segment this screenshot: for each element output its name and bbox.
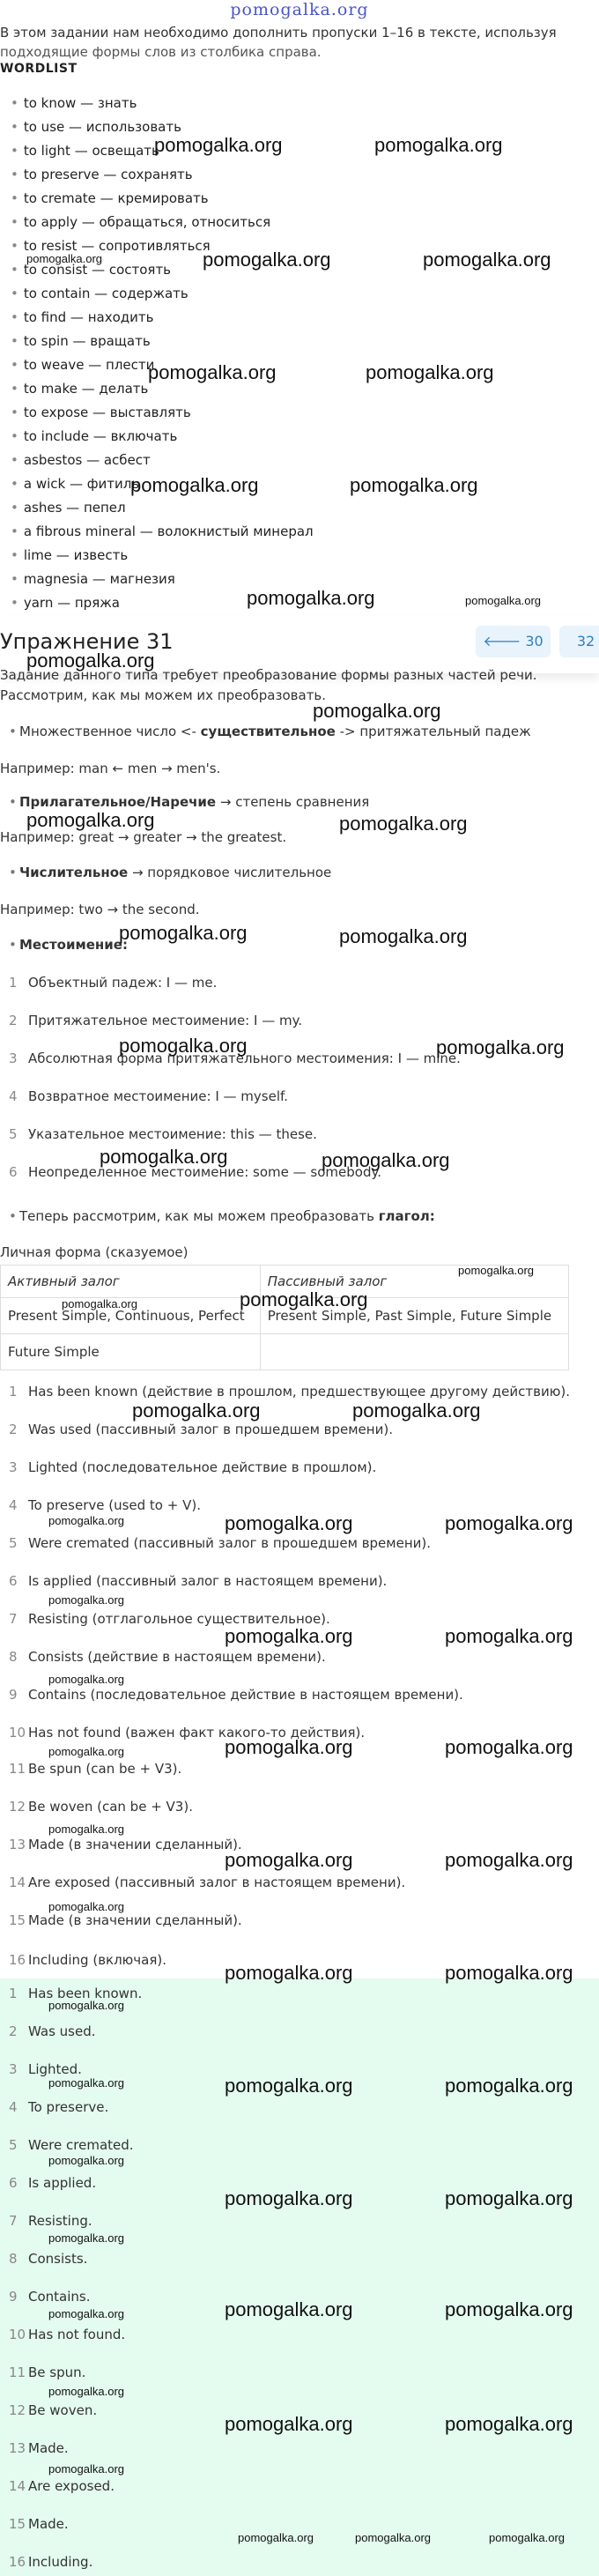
rule-noun: [19, 723, 531, 740]
explanation-item: Including (включая).: [28, 1952, 167, 1968]
answer-item: Contains.: [28, 2289, 91, 2305]
watermark: pomogalka.org: [225, 1625, 353, 1647]
watermark: pomogalka.org: [445, 1512, 573, 1534]
wordlist-item: • to expose — выставлять: [11, 403, 314, 427]
intro-text: [0, 23, 581, 62]
explanation-item: To preserve (used to + V).: [28, 1497, 201, 1513]
wordlist-item: • to spin — вращать: [11, 331, 314, 355]
watermark: pomogalka.org: [48, 1900, 124, 1913]
example-numeral: Например: two → the second.: [0, 902, 200, 917]
explanation-p1: Задание данного типа требует преобразование формы разных частей речи.: [0, 667, 537, 683]
wordlist-item: • a fibrous mineral — волокнистый минерал: [11, 522, 314, 546]
watermark: pomogalka.org: [130, 474, 259, 496]
answer-item: Has not found.: [28, 2327, 126, 2342]
watermark: pomogalka.org: [240, 1288, 368, 1310]
watermark: pomogalka.org: [465, 594, 541, 607]
intro-line-1: В этом задании нам необходимо дополнить пропуски 1–16 в тексте, используя: [0, 25, 557, 41]
answer-item: Is applied.: [28, 2175, 97, 2191]
explanation-number: 14: [9, 1874, 26, 1890]
pronoun-number: 1: [9, 975, 18, 991]
watermark: pomogalka.org: [445, 1736, 573, 1758]
prev-exercise-button[interactable]: [476, 626, 551, 657]
watermark: pomogalka.org: [436, 1036, 565, 1058]
wordlist-item: • to light — освещать: [11, 141, 314, 165]
rule-numeral-bold: Числительное: [19, 865, 129, 880]
explanation-number: 15: [9, 1912, 26, 1928]
wordlist-item: • asbestos — асбест: [11, 450, 314, 474]
wordlist-item: • to make — делать: [11, 379, 314, 403]
watermark: pomogalka.org: [238, 2531, 314, 2544]
watermark: pomogalka.org: [48, 2385, 124, 2398]
rule-pronoun: [19, 936, 128, 954]
watermark: pomogalka.org: [225, 1849, 353, 1871]
answer-item: Are exposed.: [28, 2478, 115, 2494]
watermark: pomogalka.org: [48, 1745, 124, 1758]
rule-adjective-post: → степень сравнения: [216, 794, 370, 810]
wordlist-item: • ashes — пепел: [11, 498, 314, 522]
watermark: pomogalka.org: [374, 134, 503, 156]
wordlist-item: • to find — находить: [11, 308, 314, 331]
watermark: pomogalka.org: [62, 1297, 137, 1310]
explanation-item: Made (в значении сделанный).: [28, 1837, 242, 1852]
watermark: pomogalka.org: [225, 2075, 353, 2097]
table-cell: Present Simple, Past Simple, Future Simple: [260, 1298, 568, 1334]
watermark: pomogalka.org: [100, 1146, 228, 1168]
explanation-number: 4: [9, 1497, 18, 1513]
watermark: pomogalka.org: [445, 1962, 573, 1984]
watermark: pomogalka.org: [313, 700, 441, 722]
pronoun-number: 5: [9, 1126, 18, 1142]
explanation-item: Be woven (can be + V3).: [28, 1799, 193, 1815]
rule-verb-bold: глагол:: [378, 1208, 435, 1224]
answer-number: 13: [9, 2440, 26, 2456]
exercise-title: Упражнение 31: [0, 629, 174, 654]
wordlist-item: • to weave — плести: [11, 355, 314, 379]
answer-number: 7: [9, 2213, 18, 2229]
voice-table: [0, 1265, 569, 1370]
wordlist-item: • to apply — обращаться, относиться: [11, 212, 314, 236]
table-cell: Present Simple, Continuous, Perfect: [1, 1298, 261, 1334]
watermark: pomogalka.org: [247, 587, 375, 609]
next-exercise-label: 32: [576, 633, 595, 650]
explanation-item: Lighted (последовательное действие в прошлом).: [28, 1459, 377, 1475]
answer-item: Made.: [28, 2516, 69, 2532]
watermark: pomogalka.org: [322, 1149, 450, 1171]
answer-number: 6: [9, 2175, 18, 2191]
explanation-number: 8: [9, 1649, 18, 1665]
answer-number: 2: [9, 2023, 18, 2039]
watermark: pomogalka.org: [445, 2298, 573, 2320]
answer-number: 8: [9, 2251, 18, 2267]
pronoun-item: Указательное местоимение: this — these.: [28, 1126, 317, 1142]
watermark: pomogalka.org: [445, 2413, 573, 2435]
explanation-number: 1: [9, 1384, 18, 1399]
wordlist-item: • to cremate — кремировать: [11, 189, 314, 212]
pronoun-item: Возвратное местоимение: I — myself.: [28, 1088, 288, 1104]
answer-number: 16: [9, 2554, 26, 2570]
watermark: pomogalka.org: [445, 1625, 573, 1647]
explanation-item: Has been known (действие в прошлом, предшествующее другому действию).: [28, 1384, 570, 1399]
answer-item: Resisting.: [28, 2213, 92, 2229]
wordlist-item: • yarn — пряжа: [11, 593, 314, 617]
pronoun-item: Абсолютная форма притяжательного местоимения: I — mine.: [28, 1050, 461, 1066]
explanation-item: Is applied (пассивный залог в настоящем времени).: [28, 1573, 388, 1589]
watermark: pomogalka.org: [445, 1849, 573, 1871]
pronoun-item: Объектный падеж: I — me.: [28, 975, 218, 991]
watermark: pomogalka.org: [48, 1593, 124, 1607]
rule-verb-pre: Теперь рассмотрим, как мы можем преобразовать: [19, 1208, 379, 1224]
explanation-number: 16: [9, 1952, 26, 1968]
watermark: pomogalka.org: [366, 361, 494, 383]
wordlist-item: • to resist — сопротивляться: [11, 236, 314, 260]
watermark: pomogalka.org: [119, 922, 248, 944]
answer-number: 11: [9, 2364, 26, 2380]
watermark: pomogalka.org: [423, 249, 551, 271]
explanation-item: Contains (последовательное действие в настоящем времени).: [28, 1687, 463, 1703]
explanation-item: Are exposed (пассивный залог в настоящем времени).: [28, 1874, 406, 1890]
watermark: pomogalka.org: [48, 2307, 124, 2320]
example-noun: Например: man ← men → men's.: [0, 761, 221, 776]
answer-number: 1: [9, 1986, 18, 2001]
watermark: pomogalka.org: [48, 2076, 124, 2090]
pronoun-number: 3: [9, 1050, 18, 1066]
explanation-p2: Рассмотрим, как мы можем их преобразовать.: [0, 687, 327, 703]
watermark: pomogalka.org: [225, 2298, 353, 2320]
watermark: pomogalka.org: [225, 1962, 353, 1984]
answer-item: Made.: [28, 2440, 69, 2456]
explanation-number: 6: [9, 1573, 18, 1589]
explanation-number: 13: [9, 1837, 26, 1852]
watermark: pomogalka.org: [225, 2413, 353, 2435]
watermark: pomogalka.org: [154, 134, 283, 156]
explanation-item: Made (в значении сделанный).: [28, 1912, 242, 1928]
table-header-passive: Пассивный залог: [260, 1266, 568, 1298]
watermark: pomogalka.org: [48, 2154, 124, 2167]
answer-item: Lighted.: [28, 2061, 82, 2077]
watermark: pomogalka.org: [48, 1673, 124, 1686]
wordlist-item: • magnesia — магнезия: [11, 569, 314, 593]
answer-item: Has been known.: [28, 1986, 143, 2001]
answer-number: 9: [9, 2289, 18, 2305]
answer-number: 3: [9, 2061, 18, 2077]
prev-exercise-label: 30: [525, 633, 544, 650]
example-adjective: Например: great → greater → the greatest.: [0, 829, 287, 845]
rule-adjective: [19, 793, 369, 811]
watermark: pomogalka.org: [445, 2187, 573, 2209]
explanation-number: 2: [9, 1422, 18, 1437]
rule-noun-pre: Множественное число <-: [19, 724, 201, 739]
next-exercise-button[interactable]: [559, 626, 599, 657]
explanation-number: 3: [9, 1459, 18, 1475]
explanation-number: 5: [9, 1535, 18, 1551]
rule-numeral-post: → порядковое числительное: [128, 865, 332, 880]
rule-noun-post: -> притяжательный падеж: [335, 724, 531, 739]
rule-noun-bold: существительное: [200, 724, 336, 739]
wordlist-item: • to know — знать: [11, 93, 314, 117]
answer-number: 14: [9, 2478, 26, 2494]
watermark: pomogalka.org: [203, 249, 331, 271]
watermark: pomogalka.org: [225, 1736, 353, 1758]
wordlist-item: • a wick — фитиль: [11, 474, 314, 498]
pronoun-item: Притяжательное местоимение: I — my.: [28, 1013, 303, 1028]
explanation-item: Be spun (can be + V3).: [28, 1761, 182, 1777]
watermark: pomogalka.org: [26, 650, 155, 672]
wordlist-item: • to preserve — сохранять: [11, 165, 314, 189]
watermark: pomogalka.org: [489, 2531, 565, 2544]
table-cell: Future Simple: [1, 1334, 261, 1370]
pronoun-number: 6: [9, 1164, 18, 1180]
arrow-left-icon: 🡐: [483, 633, 521, 650]
rule-verb: [19, 1207, 435, 1225]
pronoun-number: 2: [9, 1013, 18, 1028]
answer-number: 12: [9, 2402, 26, 2418]
watermark: pomogalka.org: [350, 474, 478, 496]
explanation-number: 11: [9, 1761, 26, 1777]
answer-number: 15: [9, 2516, 26, 2532]
watermark: pomogalka.org: [225, 1512, 353, 1534]
wordlist-title: WORDLIST: [0, 62, 78, 76]
explanation-item: Consists (действие в настоящем времени).: [28, 1649, 326, 1665]
wordlist-item: • to consist — состоять: [11, 260, 314, 284]
watermark: pomogalka.org: [352, 1399, 481, 1422]
explanation-item: Was used (пассивный залог в прошедшем времени).: [28, 1422, 393, 1437]
watermark: pomogalka.org: [48, 2231, 124, 2245]
answer-item: Including.: [28, 2554, 93, 2570]
intro-line-2: подходящие формы слов из столбика справа.: [0, 44, 322, 60]
explanation-number: 7: [9, 1611, 18, 1627]
wordlist-item: • to contain — содержать: [11, 284, 314, 308]
rule-adjective-bold: Прилагательное/Наречие: [19, 794, 217, 810]
answer-item: Consists.: [28, 2251, 88, 2267]
watermark: pomogalka.org: [119, 1035, 248, 1057]
watermark: pomogalka.org: [26, 252, 102, 265]
answer-item: Be woven.: [28, 2402, 98, 2418]
answer-item: Was used.: [28, 2023, 96, 2039]
wordlist: [11, 93, 314, 617]
wordlist-item: • to use — использовать: [11, 117, 314, 141]
pronoun-item: Неопределенное местоимение: some — somebody.: [28, 1164, 381, 1180]
wordlist-item: • to include — включать: [11, 427, 314, 450]
answer-number: 5: [9, 2137, 18, 2153]
watermark: pomogalka.org: [458, 1264, 534, 1277]
watermark: pomogalka.org: [48, 1999, 124, 2012]
watermark: pomogalka.org: [48, 1514, 124, 1527]
rule-numeral: [19, 864, 331, 881]
site-logo[interactable]: pomogalka.org: [230, 0, 369, 19]
watermark: pomogalka.org: [355, 2531, 431, 2544]
answer-item: Be spun.: [28, 2364, 86, 2380]
personal-form-label: Личная форма (сказуемое): [0, 1244, 189, 1260]
answer-number: 4: [9, 2099, 18, 2115]
watermark: pomogalka.org: [339, 925, 468, 947]
answer-item: Were cremated.: [28, 2137, 134, 2153]
table-row: [1, 1334, 569, 1370]
explanation-number: 10: [9, 1725, 26, 1741]
watermark: pomogalka.org: [48, 2462, 124, 2476]
explanation-number: 12: [9, 1799, 26, 1815]
watermark: pomogalka.org: [445, 2075, 573, 2097]
pronoun-number: 4: [9, 1088, 18, 1104]
watermark: pomogalka.org: [132, 1399, 261, 1422]
explanation-number: 9: [9, 1687, 18, 1703]
watermark: pomogalka.org: [48, 1823, 124, 1836]
explanation-item: Resisting (отглагольное существительное).: [28, 1611, 330, 1627]
watermark: pomogalka.org: [26, 809, 155, 831]
watermark: pomogalka.org: [225, 2187, 353, 2209]
table-cell: [260, 1334, 568, 1370]
wordlist-item: • lime — известь: [11, 546, 314, 569]
explanation-item: Has not found (важен факт какого-то действия).: [28, 1725, 366, 1741]
watermark: pomogalka.org: [148, 361, 277, 383]
watermark: pomogalka.org: [339, 813, 468, 835]
answer-item: To preserve.: [28, 2099, 109, 2115]
table-header-active: Активный залог: [1, 1266, 261, 1298]
explanation-item: Were cremated (пассивный залог в прошедшем времени).: [28, 1535, 432, 1551]
answer-number: 10: [9, 2327, 26, 2342]
rule-pronoun-bold: Местоимение:: [19, 937, 128, 953]
